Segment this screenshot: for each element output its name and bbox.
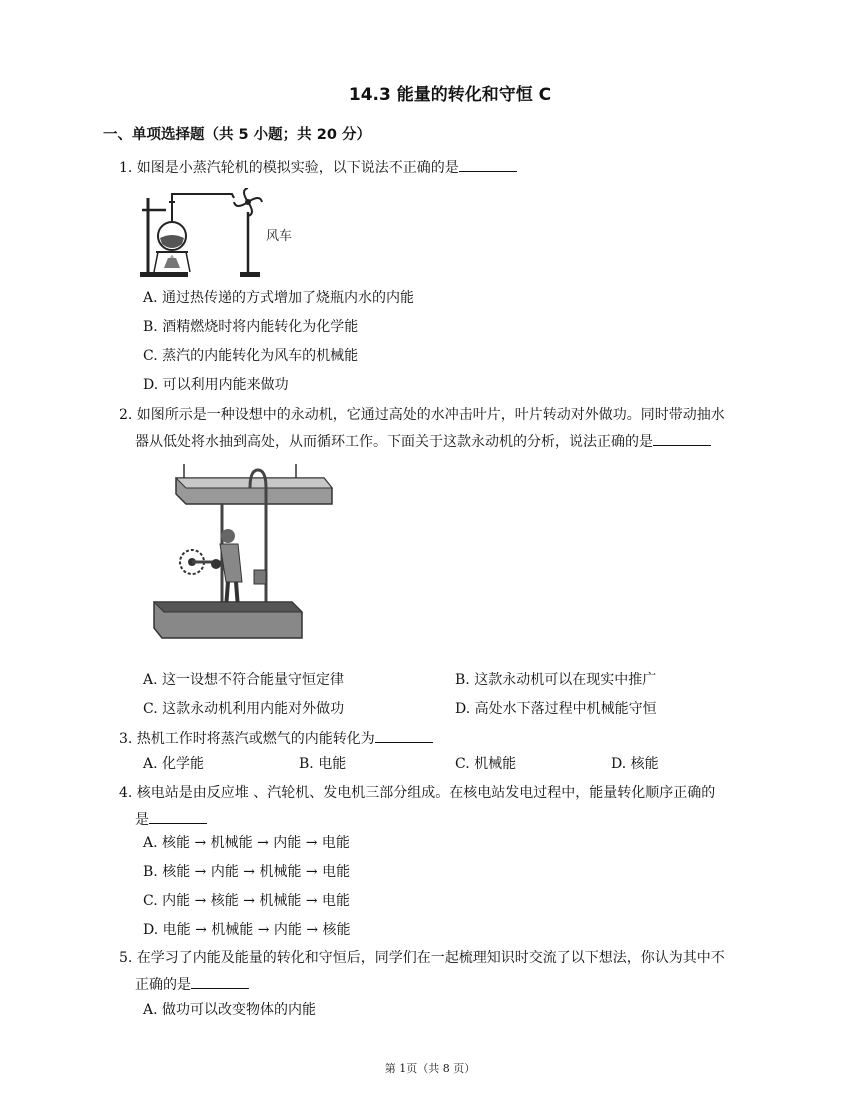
section-heading: 一、单项选择题（共 5 小题；共 20 分） — [103, 127, 371, 143]
question-1 — [119, 155, 759, 182]
answer-blank — [653, 431, 711, 446]
option-a[interactable]: A. 通过热传递的方式增加了烧瓶内水的内能 — [143, 290, 415, 306]
option-b[interactable]: B. 这款永动机可以在现实中推广 — [455, 672, 657, 688]
perpetual-motion-figure — [146, 462, 346, 652]
question-2-line2: 器从低处将水抽到高处，从而循环工作。下面关于这款永动机的分析，说法正确的是 — [135, 434, 653, 450]
option-c[interactable]: C. 机械能 — [455, 756, 517, 772]
answer-blank — [191, 974, 249, 989]
answer-blank — [459, 157, 517, 172]
answer-blank — [375, 728, 433, 743]
option-c[interactable]: C. 这款永动机利用内能对外做功 — [143, 701, 345, 717]
option-d[interactable]: D. 可以利用内能来做功 — [143, 377, 289, 393]
question-5-line2: 正确的是 — [135, 977, 191, 993]
option-d[interactable]: D. 高处水下落过程中机械能守恒 — [455, 701, 657, 717]
option-a[interactable]: A. 化学能 — [143, 756, 205, 772]
question-3 — [119, 726, 759, 753]
question-2 — [119, 402, 759, 456]
option-a[interactable]: A. 做功可以改变物体的内能 — [143, 1002, 317, 1018]
page-title: 14.3 能量的转化和守恒 C — [348, 85, 552, 105]
windmill-label: 风车 — [266, 229, 293, 244]
option-c[interactable]: C. 蒸汽的内能转化为风车的机械能 — [143, 348, 359, 364]
question-4 — [119, 780, 759, 834]
option-a[interactable]: A. 这一设想不符合能量守恒定律 — [143, 672, 345, 688]
option-c[interactable]: C. 内能 → 核能 → 机械能 → 电能 — [143, 893, 351, 909]
option-a[interactable]: A. 核能 → 机械能 → 内能 → 电能 — [143, 835, 350, 851]
question-5 — [119, 945, 759, 999]
steam-turbine-figure — [136, 188, 296, 283]
option-b[interactable]: B. 电能 — [299, 756, 347, 772]
question-2-line1: 2. 如图所示是一种设想中的永动机，它通过高处的水冲击叶片，叶片转动对外做功。同时带动抽水 — [119, 407, 725, 423]
answer-blank — [149, 809, 207, 824]
page-footer: 第 1页（共 8 页） — [384, 1062, 476, 1075]
question-4-line1: 4. 核电站是由反应堆 、汽轮机、发电机三部分组成。在核电站发电过程中，能量转化顺序正确的 — [119, 785, 716, 801]
option-d[interactable]: D. 电能 → 机械能 → 内能 → 核能 — [143, 922, 351, 938]
option-b[interactable]: B. 酒精燃烧时将内能转化为化学能 — [143, 319, 359, 335]
question-1-text: 1. 如图是小蒸汽轮机的模拟实验，以下说法不正确的是 — [119, 160, 459, 176]
question-3-text: 3. 热机工作时将蒸汽或燃气的内能转化为 — [119, 731, 375, 747]
option-b[interactable]: B. 核能 → 内能 → 机械能 → 电能 — [143, 864, 351, 880]
option-d[interactable]: D. 核能 — [611, 756, 659, 772]
question-5-line1: 5. 在学习了内能及能量的转化和守恒后，同学们在一起梳理知识时交流了以下想法，你认为其中不 — [119, 950, 725, 966]
question-4-line2: 是 — [135, 812, 149, 828]
